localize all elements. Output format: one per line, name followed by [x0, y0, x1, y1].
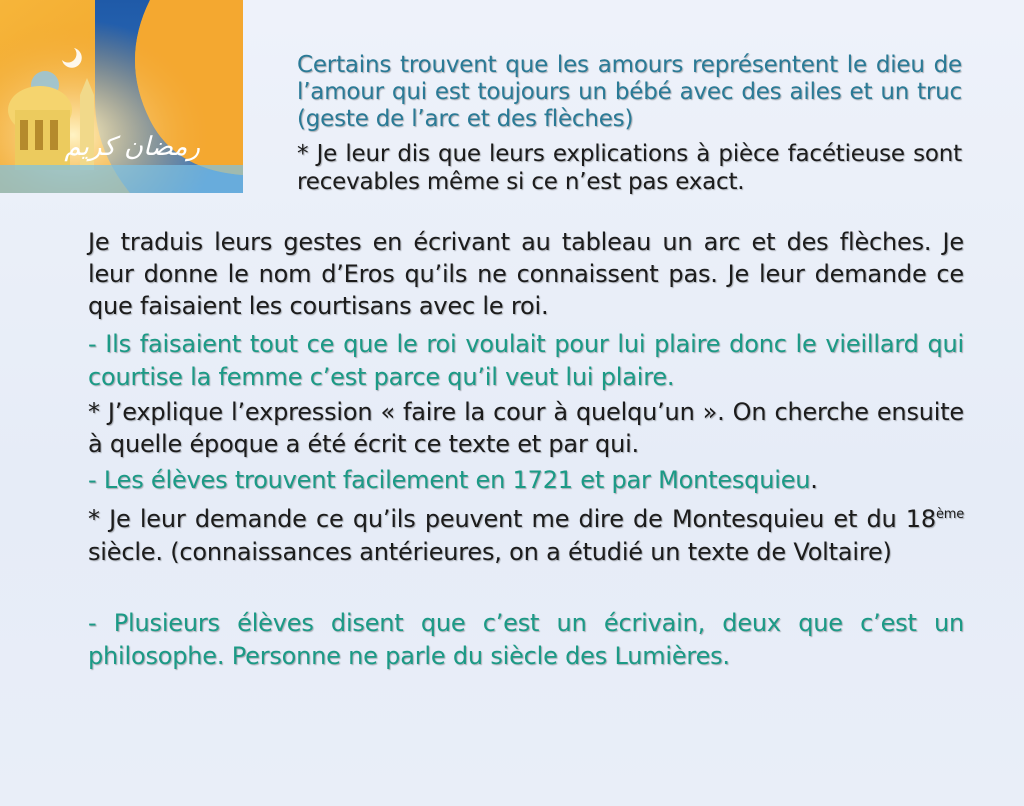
paragraph-8: - Plusieurs élèves disent que c’est un écrivain, deux que c’est un philosophe. Personne ne parle du siècle des Lumières.: [88, 609, 964, 670]
paragraph-7-end: siècle. (connaissances antérieures, on a étudié un texte de Voltaire): [88, 538, 892, 566]
paragraph-5: * J’explique l’expression « faire la cour à quelqu’un ». On cherche ensuite à quelle époque a été écrit ce texte et par qui.: [88, 398, 964, 458]
paragraph-6-period: .: [810, 466, 818, 494]
mosque-icon: [0, 0, 243, 193]
paragraph-6-text: - Les élèves trouvent facilement en 1721 et par Montesquieu: [88, 466, 811, 494]
paragraph-7: [88, 503, 964, 569]
paragraph-1: Certains trouvent que les amours représentent le dieu de l’amour qui est toujours un bébé avec des ailes et un truc (geste de l’arc et des flèches): [297, 52, 962, 132]
ramadan-decoration-image: [0, 0, 243, 193]
paragraph-4: - Ils faisaient tout ce que le roi voulait pour lui plaire donc le vieillard qui courtise la femme c’est parce qu’il veut lui plaire.: [88, 330, 964, 391]
paragraph-7-start: * Je leur demande ce qu’ils peuvent me dire de Montesquieu et du 18: [88, 505, 936, 533]
paragraph-7-superscript: ème: [935, 507, 964, 522]
paragraph-3: Je traduis leurs gestes en écrivant au tableau un arc et des flèches. Je leur donne le nom d’Eros qu’ils ne connaissent pas. Je leur demande ce que faisaient les courtisans avec le roi.: [88, 228, 964, 320]
paragraph-2: * Je leur dis que leurs explications à pièce facétieuse sont recevables même si ce n’est pas exact.: [297, 141, 962, 195]
calligraphy-text: رمضان كريم: [64, 132, 200, 162]
paragraph-6: [88, 464, 964, 496]
